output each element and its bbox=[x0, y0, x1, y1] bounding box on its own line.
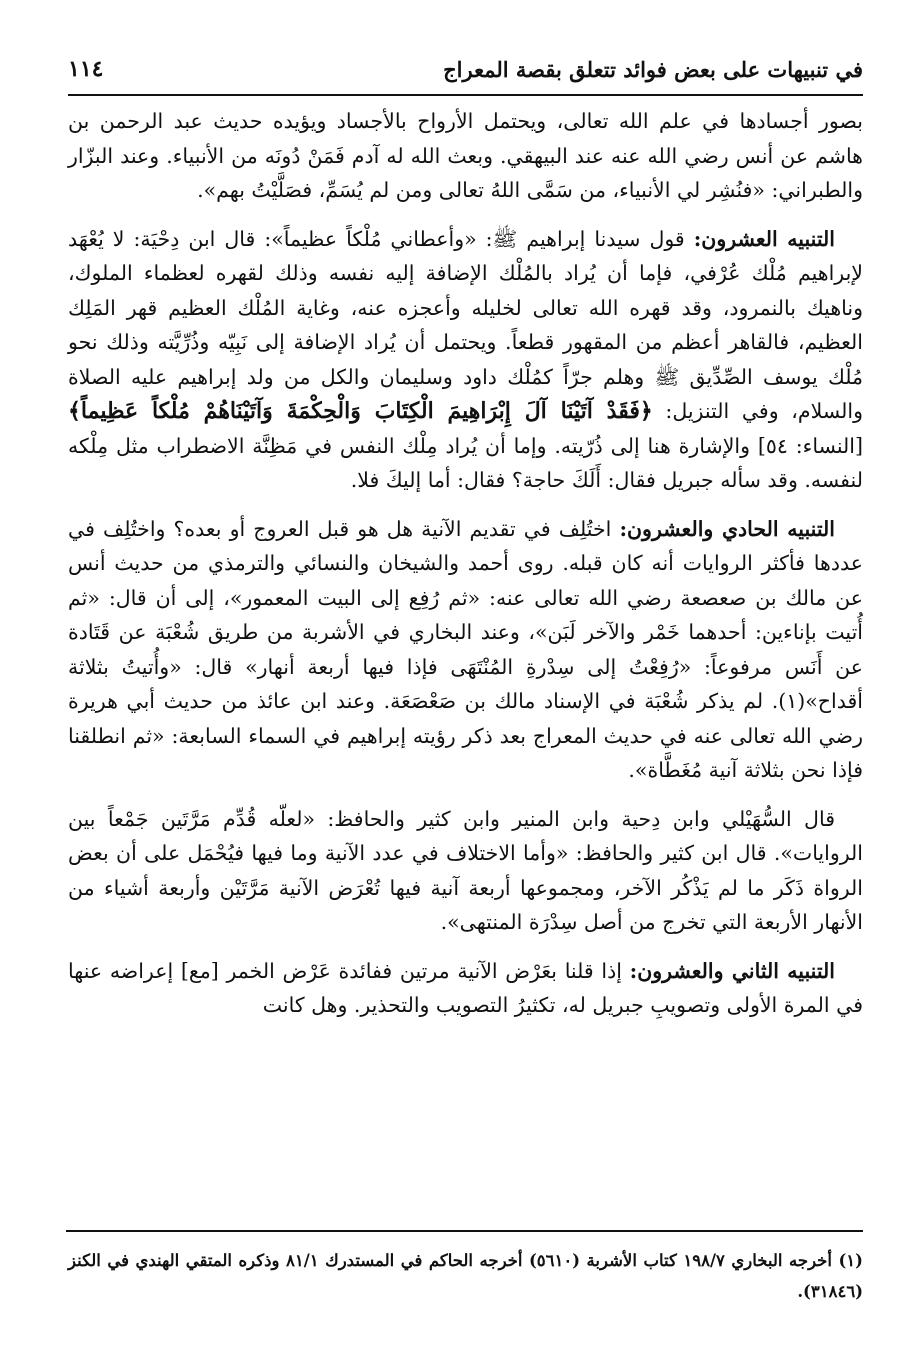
paragraph-text: إذا قلنا بعَرْض الآنية مرتين ففائدة عَرْض الخمر [مع] إعراضه عنها في المرة الأولى وتصويبِ جبريل له، تكثيرُ التصويب والتحذير. وهل كانت bbox=[68, 958, 863, 1017]
page-number: ١١٤ bbox=[68, 56, 104, 82]
section-heading: التنبيه العشرون: bbox=[693, 226, 835, 251]
paragraph-tanbih-20 bbox=[68, 222, 863, 498]
footnotes bbox=[68, 1245, 863, 1307]
running-title: في تنبيهات على بعض فوائد تتعلق بقصة المعراج bbox=[443, 56, 863, 82]
paragraph-tanbih-21 bbox=[68, 512, 863, 788]
paragraph-continuation bbox=[68, 104, 863, 208]
paragraph-text-after: [النساء: ٥٤] والإشارة هنا إلى ذُرّيته. وإما أن يُراد مِلْك النفس في مَظِنَّة الاضطراب مثل مِلْكه لنفسه. وقد سأله جبريل فقال: أَلَكَ حاجة؟ فقال: أما إليكَ فلا. bbox=[68, 433, 863, 492]
section-heading: التنبيه الحادي والعشرون: bbox=[619, 516, 835, 541]
paragraph-tanbih-22 bbox=[68, 954, 863, 1023]
page-body bbox=[68, 104, 863, 1037]
paragraph-text: بصور أجسادها في علم الله تعالى، ويحتمل الأرواح بالأجساد ويؤيده حديث عبد الرحمن بن هاشم عن أنس رضي الله عنه عند البيهقي. وبعث الله له آدم فَمَنْ دُونَه من الأنبياء. وعند البزّار والطبراني: «فنُشِر لي الأنبياء، من سَمَّى اللهُ تعالى ومن لم يُسَمِّ، فصَلَّيْتُ بهم». bbox=[68, 109, 863, 202]
quran-verse: ﴿فَقَدْ آتَيْنَا آلَ إِبْرَاهِيمَ الْكِتَابَ وَالْحِكْمَةَ وَآتَيْنَاهُمْ مُلْكاً عَظِيماً﴾ bbox=[68, 398, 653, 424]
footnote-item: (١) أخرجه البخاري ١٩٨/٧ كتاب الأشربة (٥٦١٠) أخرجه الحاكم في المستدرك ٨١/١ وذكره المتقي الهندي في الكنز (٣١٨٤٦). bbox=[68, 1251, 863, 1301]
paragraph-text: قال السُّهَيْلي وابن دِحية وابن المنير وابن كثير والحافظ: «لعلّه قُدِّم مَرَّتَين جَمْعاً بين الروايات». قال ابن كثير والحافظ: «وأما الاختلاف في عدد الآنية وما فيها فيُحْمَل على أن بعض الرواة ذَكَر ما لم يَذْكُر الآخر، ومجموعها أربعة آنية فيها تُعْرَض الآنية مَرَّتَيْن وأربعة أشياء من الأنهار الأربعة التي تخرج من أصل سِدْرَة المنتهى». bbox=[68, 806, 863, 934]
paragraph-text: اختُلِف في تقديم الآنية هل هو قبل العروج أو بعده؟ واختُلِف في عددها فأكثر الروايات أنه كان قبله. روى أحمد والشيخان والنسائي والترمذي من حديث أنس عن مالك بن صعصعة رضي الله تعالى عنه: «ثم رُفِع إلى البيت المعمور»، إلى أن قال: «ثم أُتيت بإناءين: أحدهما خَمْر والآخر لَبَن»، وعند البخاري في الأشربة من طريق شُعْبَة عن قَتَادة عن أَنَس مرفوعاً: «رُفِعْتُ إلى سِدْرةِ المُنْتَهَى فإذا فيها أربعة أنهار» قال: «وأُتيتُ بثلاثة أقداح»(١). لم يذكر شُعْبَة في الإسناد مالك بن صَعْصَعَة. وعند ابن عائذ من حديث أبي هريرة رضي الله تعالى عنه في حديث المعراج بعد ذكر رؤيته إبراهيم في السماء السابعة: «ثم انطلقنا فإذا نحن بثلاثة آنية مُغَطَّاة». bbox=[68, 516, 863, 782]
paragraph-quotes bbox=[68, 802, 863, 940]
section-heading: التنبيه الثاني والعشرون: bbox=[629, 958, 835, 983]
page-header bbox=[68, 44, 863, 96]
footnote-divider bbox=[66, 1230, 863, 1232]
paragraph-text: قول سيدنا إبراهيم ﷺ: «وأعطاني مُلْكاً عظيماً»: قال ابن دِحْيَة: لا يُعْهَد لإبراهيم مُلْك عُرْفي، فإما أن يُراد بالمُلْك الإضافة إليه نفسه وذلك لقهره لعظماء الملوك، وناهيك بالنمرود، وقد قهره الله تعالى لخليله وأعجزه عنه، وغاية المُلْك العظيم قهر المَلِك العظيم، فالقاهر أعظم من المقهور قطعاً. ويحتمل أن يُراد الإضافة إلى نَبِيّه وذُرِّيَّته وذلك نحو مُلْك يوسف الصِّدِّيق ﷺ وهلم جرّاً كمُلْك داود وسليمان والكل من ولد إبراهيم عليه الصلاة والسلام، وفي التنزيل: bbox=[68, 226, 863, 423]
